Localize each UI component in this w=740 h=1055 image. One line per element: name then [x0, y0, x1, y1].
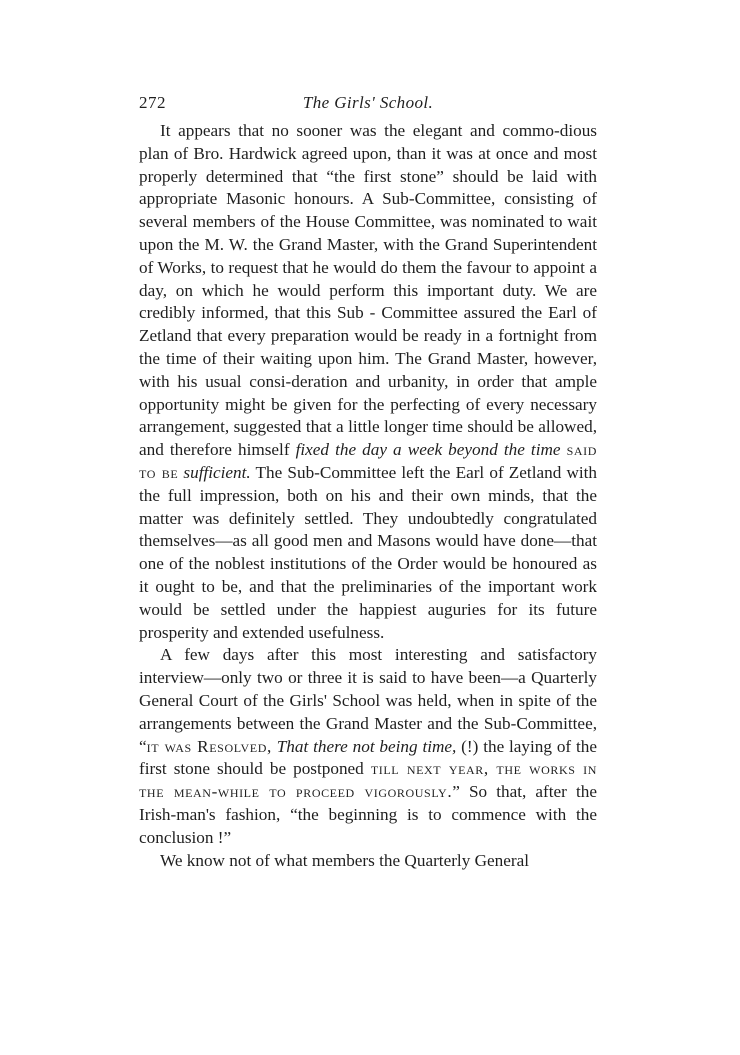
paragraph-1 — [139, 120, 597, 644]
text-run: ” So that, after the Irish-man's fashion, “the beginning is to commence with the conclusion !” — [139, 782, 597, 847]
small-caps-run: it was Resolved, — [146, 736, 272, 756]
running-title: The Girls' School. — [302, 93, 434, 112]
text-run: It appears that no sooner was the elegant and commo-dious plan of Bro. Hardwick agreed upon, than it was at once and most properly determined that “the first stone” should be laid with appropriate Masonic honours. A Sub-Committee, consisting of several members of the House Committee, was nominated to wait upon the M. W. the Grand Master, with the Grand Superintendent of Works, to request that he would do them the favour to appoint a day, on which he would perform this important duty. We are credibly informed, that this Sub - Committee assured the Earl of Zetland that every preparation would be ready in a fortnight from the time of their waiting upon him. The Grand Master, however, with his usual consi-deration and urbanity, in order that ample opportunity might be given for the perfecting of every necessary arrangement, suggested that a little longer time should be allowed, and therefore himself — [139, 121, 597, 460]
page-number: 272 — [139, 93, 166, 112]
italic-run: That there not being time, — [276, 736, 457, 756]
small-caps-run: said to be — [139, 440, 598, 482]
small-caps-run: till next year, the works in the mean-while to proceed vigorously. — [139, 759, 597, 802]
book-page — [139, 92, 597, 872]
body-text — [139, 120, 597, 872]
running-header — [139, 92, 597, 118]
text-run: The Sub-Committee left the Earl of Zetland with the full impression, both on his and their own minds, that the matter was definitely settled. They undoubtedly congratulated themselves—as all good men and Masons would have done—that one of the noblest institutions of the Order would be honoured as it ought to be, and that the preliminaries of the important work would be settled under the happiest auguries for its future prosperity and extended usefulness. — [139, 462, 597, 642]
paragraph-3 — [139, 850, 597, 873]
text-run: We know not of what members the Quarterly General — [160, 850, 529, 870]
text-run: (!) the laying of the first stone should be postponed — [139, 736, 597, 779]
paragraph-2 — [139, 644, 597, 849]
italic-run: fixed the day a week beyond the time — [295, 440, 561, 460]
text-run: A few days after this most interesting and satisfactory interview—only two or three it is said to have been—a Quarterly General Court of the Girls' School was held, when in spite of the arrangements between the Grand Master and the Sub-Committee, “ — [139, 645, 597, 756]
italic-run: sufficient. — [183, 462, 251, 482]
